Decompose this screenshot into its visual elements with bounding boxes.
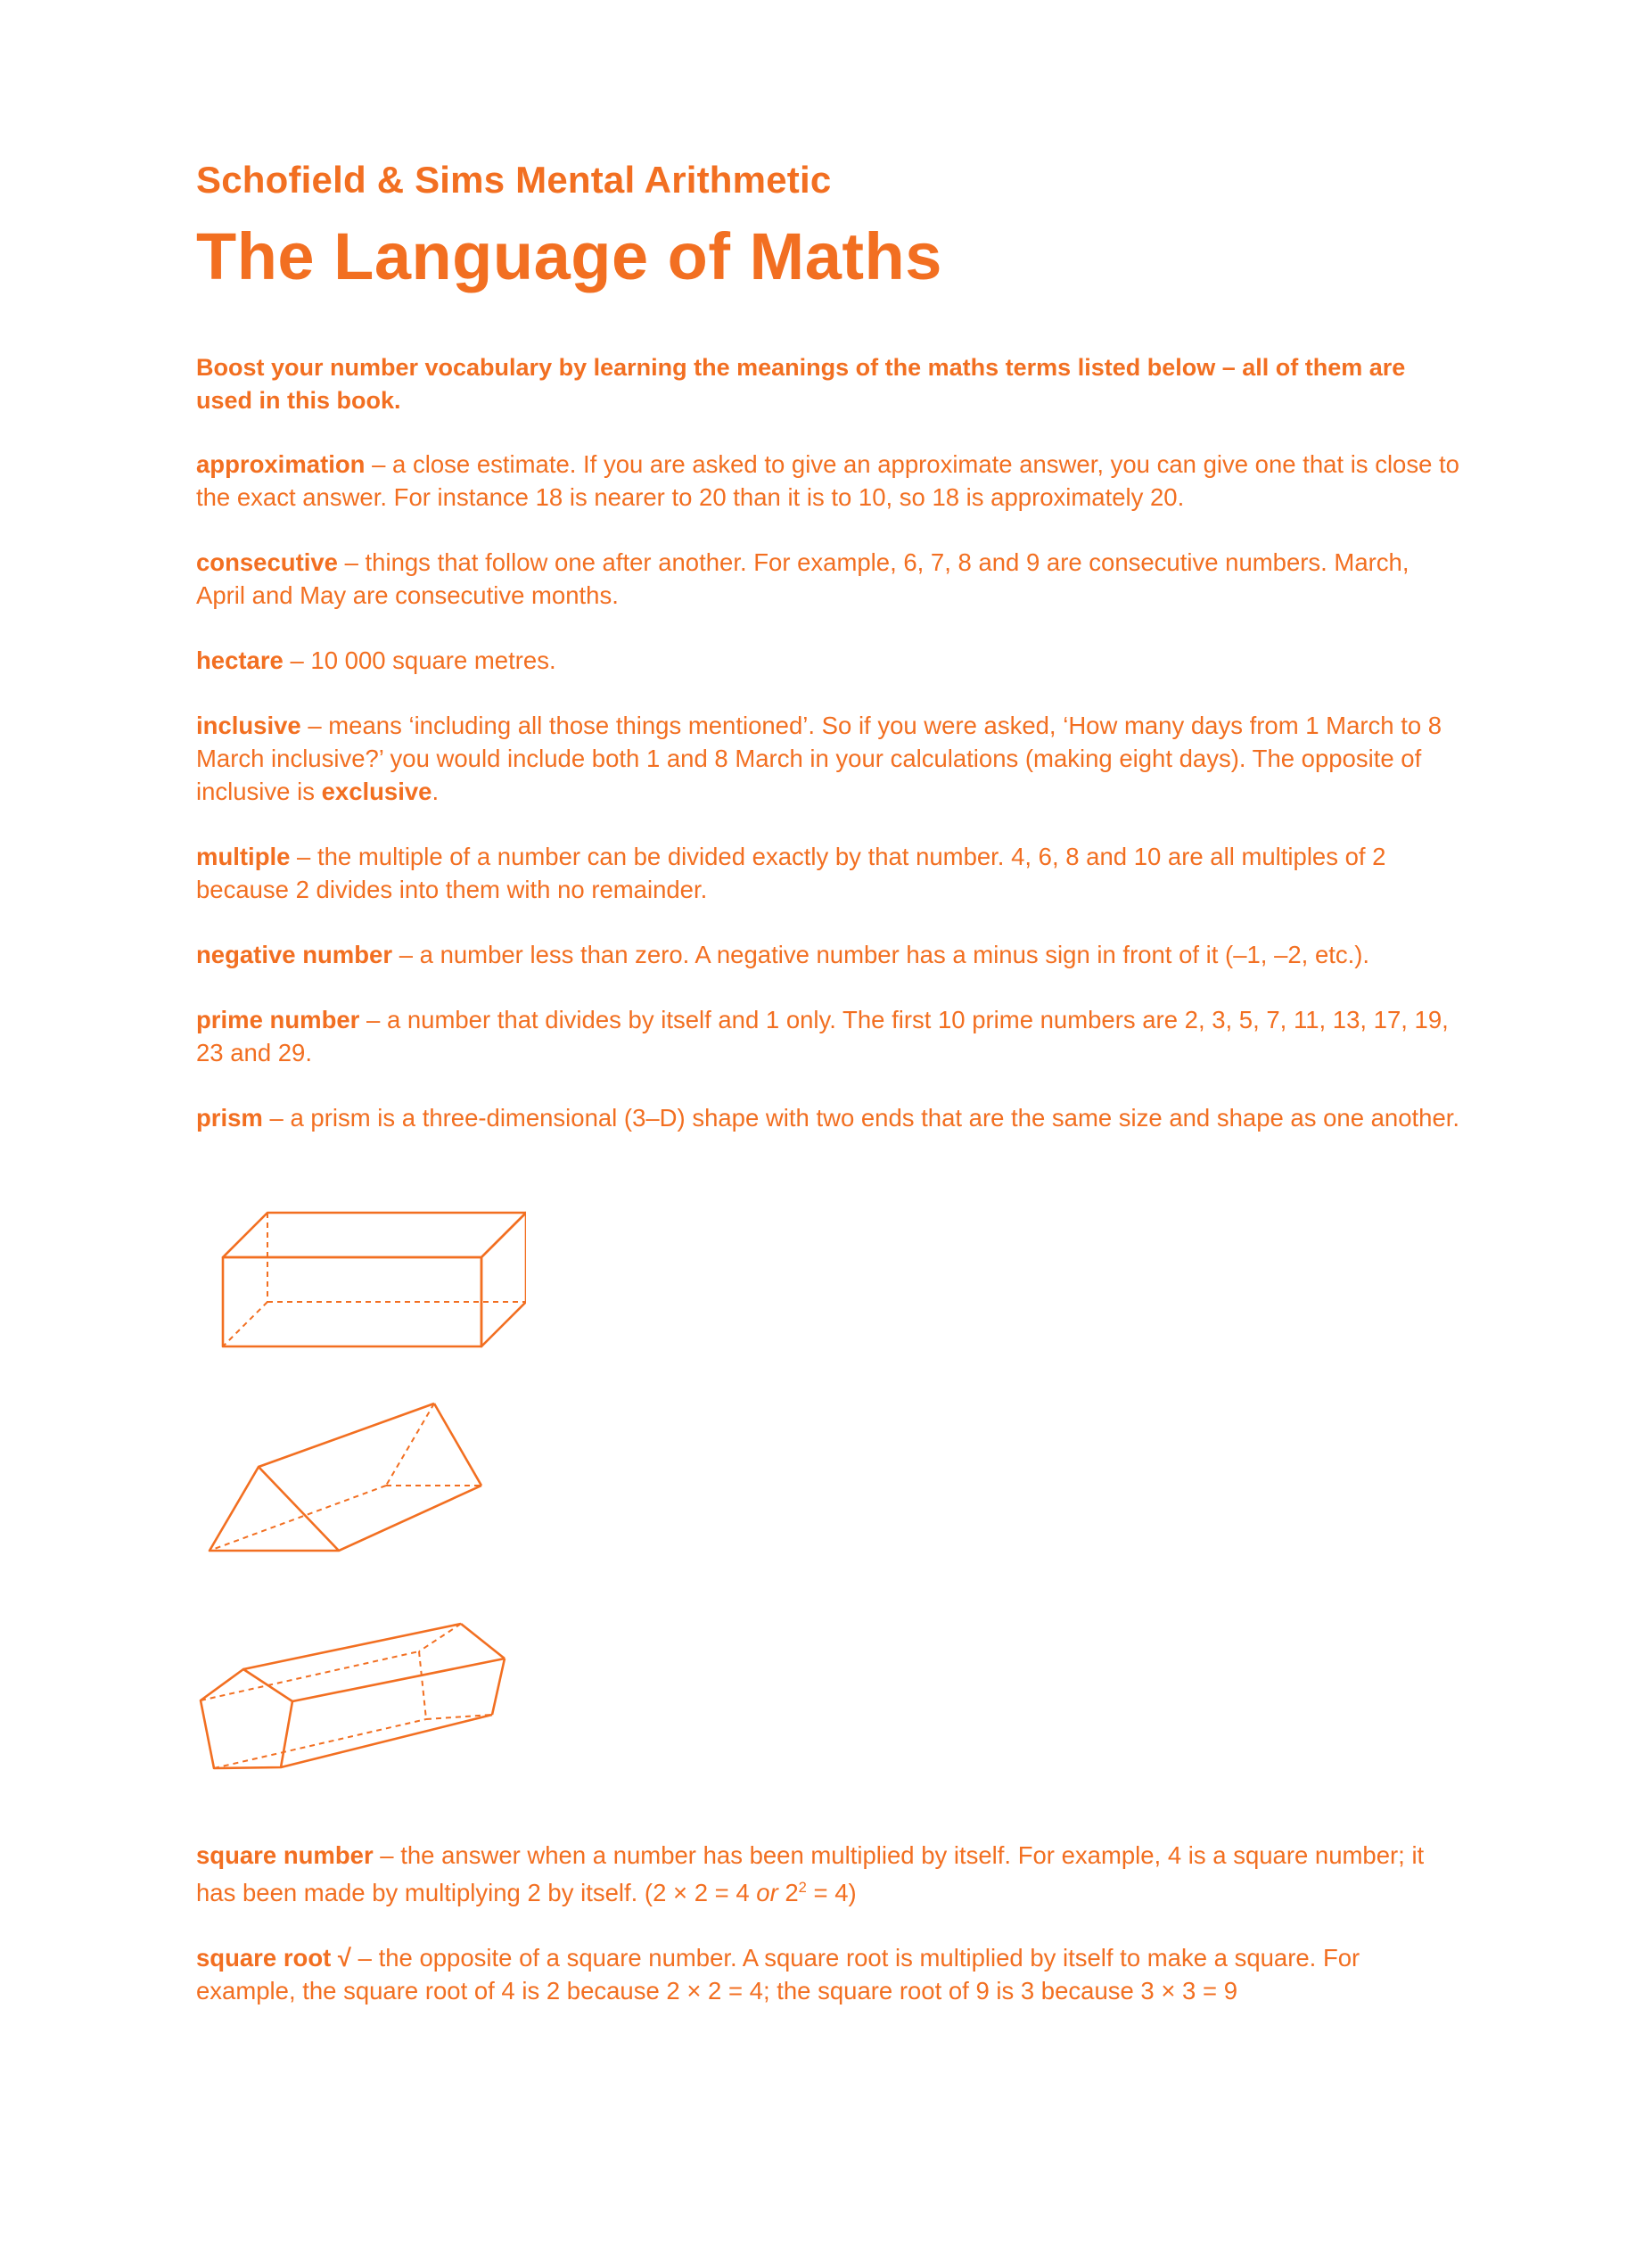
glossary-entry-prism (196, 1101, 1462, 1134)
page-title: The Language of Maths (196, 219, 942, 293)
glossary-term: square number (196, 1841, 374, 1869)
glossary-definition: – a prism is a three-dimensional (3–D) shape with two ends that are the same size and shape as one another. (262, 1104, 1460, 1132)
glossary-term: hectare (196, 646, 284, 674)
cuboid-prism-icon (223, 1213, 526, 1346)
glossary-entry-consecutive (196, 546, 1462, 612)
glossary-definition: – things that follow one after another. For example, 6, 7, 8 and 9 are consecutive numbers. March, April and May are consecutive months. (196, 548, 1410, 609)
or-word: or (756, 1879, 778, 1907)
glossary-definition: – the multiple of a number can be divided exactly by that number. 4, 6, 8 and 10 are all multiples of 2 because 2 divides into them with no remainder. (196, 843, 1386, 903)
glossary-entry-approximation (196, 448, 1462, 514)
formula-part: = 4) (806, 1879, 857, 1907)
intro-text: Boost your number vocabulary by learning the meanings of the maths terms listed below – all of them are used in this book. (196, 354, 1406, 414)
glossary-definition: – means ‘including all those things mentioned’. So if you were asked, ‘How many days from 1 March to 8 March inclusive?’ you would include both 1 and 8 March in your calculations (making eight days). The opposite of inclusive is (196, 712, 1442, 805)
prism-drawings (187, 1204, 526, 1783)
glossary-term: square root √ (196, 1944, 352, 1972)
glossary-term: multiple (196, 843, 291, 870)
glossary-list-bottom (196, 1839, 1462, 2039)
prism-illustrations (187, 1204, 526, 1783)
glossary-term-exclusive: exclusive (321, 778, 432, 805)
glossary-term: negative number (196, 941, 393, 968)
triangular-prism-icon (210, 1404, 481, 1551)
pentagonal-prism-icon (201, 1624, 505, 1768)
glossary-definition: – a close estimate. If you are asked to give an approximate answer, you can give one that is close to the exact answer. For instance 18 is nearer to 20 than it is to 10, so 18 is approximately 20. (196, 450, 1459, 511)
glossary-entry-multiple (196, 840, 1462, 906)
exponent: 2 (798, 1880, 807, 1896)
glossary-definition: – the answer when a number has been multiplied by itself. For example, 4 is a square number; it has been made by multiplying 2 by itself. (2 × 2 = 4 (196, 1841, 1425, 1907)
formula-part: 2 (777, 1879, 799, 1907)
glossary-definition-tail: . (431, 778, 440, 805)
glossary-term: consecutive (196, 548, 338, 576)
glossary-definition: – the opposite of a square number. A square root is multiplied by itself to make a square. For example, the square root of 4 is 2 because 2 × 2 = 4; the square root of 9 is 3 because 3 × 3 = 9 (196, 1944, 1360, 2005)
glossary-definition: – a number that divides by itself and 1 only. The first 10 prime numbers are 2, 3, 5, 7, 11, 13, 17, 19, 23 and 29. (196, 1006, 1449, 1066)
glossary-term: inclusive (196, 712, 301, 739)
glossary-entry-square-root (196, 1941, 1462, 2007)
glossary-entry-prime-number (196, 1003, 1462, 1069)
glossary-entry-inclusive (196, 709, 1462, 808)
glossary-definition: – 10 000 square metres. (283, 646, 556, 674)
glossary-term: prime number (196, 1006, 360, 1033)
glossary-term: approximation (196, 450, 366, 478)
glossary-definition: – a number less than zero. A negative number has a minus sign in front of it (–1, –2, etc.). (392, 941, 1370, 968)
glossary-entry-hectare (196, 644, 1462, 677)
glossary-list (196, 448, 1462, 1166)
glossary-term: prism (196, 1104, 263, 1132)
series-title: Schofield & Sims Mental Arithmetic (196, 159, 832, 201)
glossary-entry-negative-number (196, 938, 1462, 971)
glossary-entry-square-number (196, 1839, 1462, 1909)
